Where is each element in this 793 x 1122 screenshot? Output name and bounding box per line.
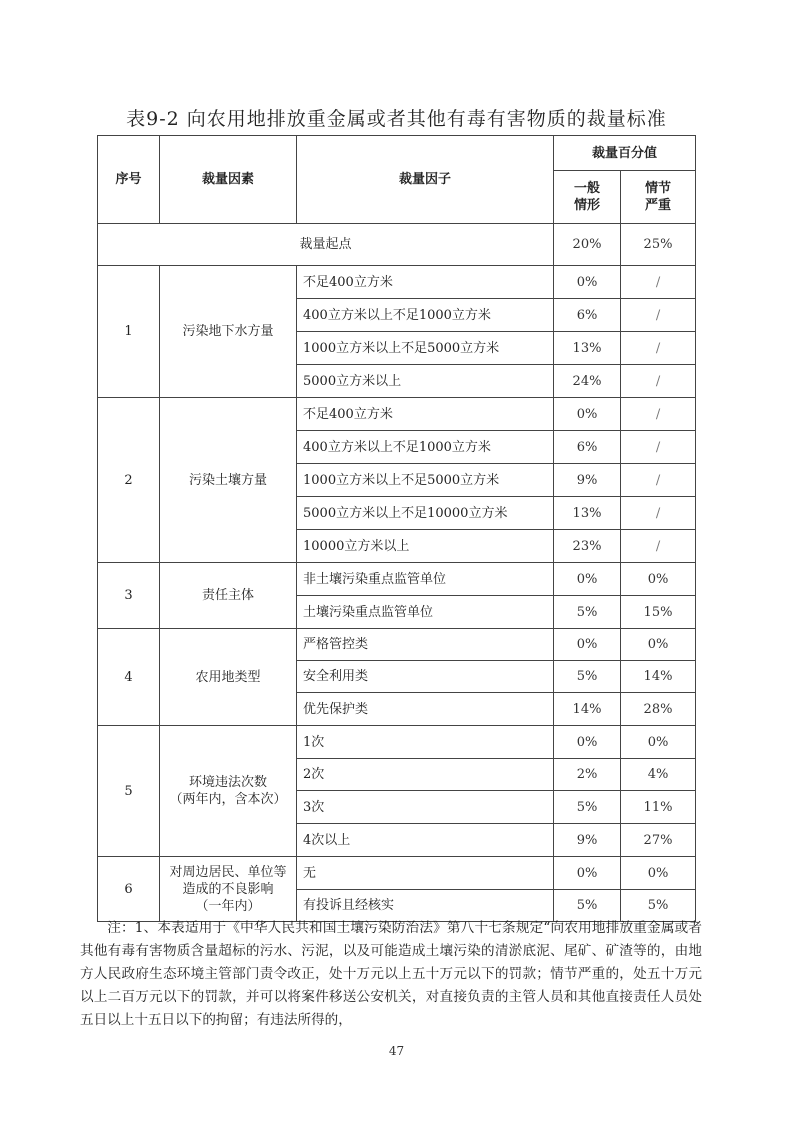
header-percent: 裁量百分值 xyxy=(554,136,696,171)
general-percent: 5% xyxy=(554,791,621,824)
serious-percent: 0% xyxy=(621,629,696,661)
start-serious: 25% xyxy=(621,224,696,266)
serious-percent: 15% xyxy=(621,596,696,629)
general-percent: 9% xyxy=(554,464,621,497)
discretion-element: 环境违法次数 （两年内，含本次） xyxy=(160,726,297,857)
serious-percent: 14% xyxy=(621,661,696,693)
serious-percent: 4% xyxy=(621,759,696,791)
serious-percent: / xyxy=(621,266,696,299)
header-serious: 情节 严重 xyxy=(621,171,696,224)
table-row xyxy=(98,398,696,431)
row-number: 3 xyxy=(98,563,160,629)
table-row xyxy=(98,563,696,596)
header-general: 一般 情形 xyxy=(554,171,621,224)
serious-percent: / xyxy=(621,497,696,530)
general-percent: 0% xyxy=(554,629,621,661)
discretion-factor: 不足400立方米 xyxy=(297,266,554,299)
general-percent: 0% xyxy=(554,857,621,890)
table-title: 表9-2 向农用地排放重金属或者其他有毒有害物质的裁量标准 xyxy=(126,108,667,130)
discretion-factor: 2次 xyxy=(297,759,554,791)
general-percent: 0% xyxy=(554,563,621,596)
discretion-element: 农用地类型 xyxy=(160,629,297,726)
row-number: 5 xyxy=(98,726,160,857)
general-percent: 13% xyxy=(554,497,621,530)
row-number: 1 xyxy=(98,266,160,398)
general-percent: 0% xyxy=(554,726,621,759)
general-percent: 24% xyxy=(554,365,621,398)
start-general: 20% xyxy=(554,224,621,266)
serious-percent: / xyxy=(621,365,696,398)
serious-percent: 0% xyxy=(621,726,696,759)
header-factor: 裁量因子 xyxy=(297,136,554,224)
discretion-factor: 1000立方米以上不足5000立方米 xyxy=(297,464,554,497)
discretion-element: 责任主体 xyxy=(160,563,297,629)
discretion-factor: 土壤污染重点监管单位 xyxy=(297,596,554,629)
general-percent: 5% xyxy=(554,890,621,922)
row-number: 6 xyxy=(98,857,160,922)
discretion-factor: 10000立方米以上 xyxy=(297,530,554,563)
discretion-factor: 400立方米以上不足1000立方米 xyxy=(297,431,554,464)
discretion-element: 污染地下水方量 xyxy=(160,266,297,398)
header-row-1 xyxy=(98,136,696,171)
table-row xyxy=(98,857,696,890)
discretion-factor: 5000立方米以上 xyxy=(297,365,554,398)
general-percent: 13% xyxy=(554,332,621,365)
serious-percent: 0% xyxy=(621,857,696,890)
serious-percent: / xyxy=(621,530,696,563)
serious-percent: / xyxy=(621,398,696,431)
row-number: 4 xyxy=(98,629,160,726)
serious-percent: 0% xyxy=(621,563,696,596)
serious-percent: 28% xyxy=(621,693,696,726)
header-no: 序号 xyxy=(98,136,160,224)
header-element: 裁量因素 xyxy=(160,136,297,224)
discretion-factor: 3次 xyxy=(297,791,554,824)
general-percent: 0% xyxy=(554,266,621,299)
discretion-factor: 4次以上 xyxy=(297,824,554,857)
general-percent: 6% xyxy=(554,299,621,332)
start-label: 裁量起点 xyxy=(98,224,554,266)
general-percent: 5% xyxy=(554,661,621,693)
discretion-factor: 1次 xyxy=(297,726,554,759)
footnote xyxy=(80,917,702,1032)
discretion-factor: 1000立方米以上不足5000立方米 xyxy=(297,332,554,365)
discretion-factor: 非土壤污染重点监管单位 xyxy=(297,563,554,596)
serious-percent: / xyxy=(621,431,696,464)
discretion-factor: 不足400立方米 xyxy=(297,398,554,431)
discretion-factor: 有投诉且经核实 xyxy=(297,890,554,922)
serious-percent: / xyxy=(621,464,696,497)
discretion-factor: 安全利用类 xyxy=(297,661,554,693)
general-percent: 9% xyxy=(554,824,621,857)
serious-percent: 11% xyxy=(621,791,696,824)
discretion-factor: 优先保护类 xyxy=(297,693,554,726)
serious-percent: / xyxy=(621,299,696,332)
discretion-factor: 严格管控类 xyxy=(297,629,554,661)
discretion-element: 对周边居民、单位等 造成的不良影响 （一年内） xyxy=(160,857,297,922)
general-percent: 6% xyxy=(554,431,621,464)
discretion-factor: 无 xyxy=(297,857,554,890)
serious-percent: 5% xyxy=(621,890,696,922)
discretion-element: 污染土壤方量 xyxy=(160,398,297,563)
discretion-factor: 400立方米以上不足1000立方米 xyxy=(297,299,554,332)
serious-percent: 27% xyxy=(621,824,696,857)
footnote-text: 注：1、本表适用于《中华人民共和国土壤污染防治法》第八十七条规定“向农用地排放重金属或者其他有毒有害物质含量超标的污水、污泥，以及可能造成土壤污染的清淤底泥、尾矿、矿渣等的，由地方人民政府生态环境主管部门责令改正，处十万元以上五十万元以下的罚款；情节严重的，处五十万元以上二百万元以下的罚款，并可以将案件移送公安机关，对直接负责的主管人员和其他直接责任人员处五日以上十五日以下的拘留；有违法所得的， xyxy=(80,920,702,1028)
discretion-table xyxy=(97,135,696,922)
start-row xyxy=(98,224,696,266)
general-percent: 2% xyxy=(554,759,621,791)
table-row xyxy=(98,726,696,759)
table-row xyxy=(98,266,696,299)
table-row xyxy=(98,629,696,661)
general-percent: 0% xyxy=(554,398,621,431)
serious-percent: / xyxy=(621,332,696,365)
general-percent: 14% xyxy=(554,693,621,726)
discretion-factor: 5000立方米以上不足10000立方米 xyxy=(297,497,554,530)
page-number: 47 xyxy=(388,1044,405,1058)
general-percent: 23% xyxy=(554,530,621,563)
general-percent: 5% xyxy=(554,596,621,629)
row-number: 2 xyxy=(98,398,160,563)
